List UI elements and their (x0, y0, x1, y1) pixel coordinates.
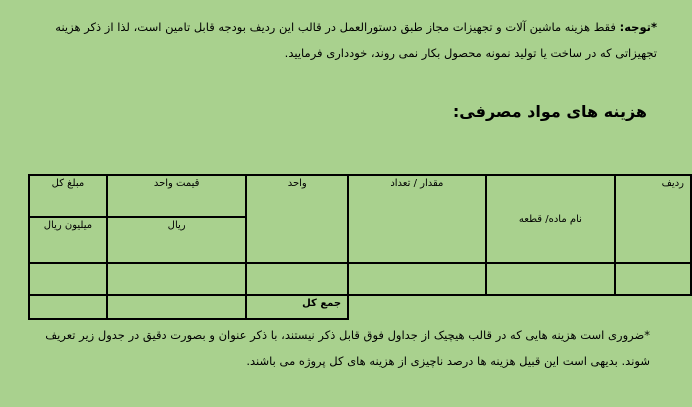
cell-quantity[interactable] (348, 263, 486, 295)
header-unit-price: قیمت واحد (107, 175, 247, 217)
note-label: *توجه: (619, 20, 657, 34)
cell-item-name[interactable] (486, 263, 616, 295)
cell-amount[interactable] (29, 263, 107, 295)
cell-unit-price[interactable] (107, 263, 247, 295)
total-amount-cell[interactable] (29, 295, 107, 319)
header-unit-price-currency: ریال (107, 217, 247, 263)
total-row (29, 295, 691, 319)
header-unit: واحد (246, 175, 348, 263)
header-item-name: نام ماده/ قطعه (486, 175, 616, 263)
section-heading: هزینه های مواد مصرفی: (452, 102, 647, 121)
note-text: فقط هزینه ماشین آلات و تجهیزات مجاز طبق دستورالعمل در قالب این ردیف بودجه قابل تامین است، لذا از ذکر هزینه تجهیزاتی که در ساخت یا تولید نمونه محصول بکار نمی روند، خودداری فرمایید. (55, 20, 657, 60)
note-paragraph (37, 14, 657, 66)
header-amount-unit: میلیون ریال (29, 217, 107, 263)
footer-paragraph: *ضروری است هزینه هایی که در قالب هیچیک از جداول فوق قابل ذکر نیستند، با ذکر عنوان و بصورت دقیق در جدول زیر تعریف شوند. بدیهی است این قبیل هزینه ها درصد ناچیزی از هزینه های کل پروژه می باشند. (45, 328, 650, 368)
header-row-number: ردیف (615, 175, 691, 263)
cell-row-number[interactable] (615, 263, 691, 295)
table-header-row (29, 175, 691, 217)
cell-unit[interactable] (246, 263, 348, 295)
total-unit-price-cell[interactable] (107, 295, 247, 319)
header-quantity: مقدار / تعداد (348, 175, 486, 263)
total-label: جمع کل (246, 295, 348, 319)
table-row (29, 263, 691, 295)
consumables-table (28, 174, 692, 320)
header-amount: مبلغ کل (29, 175, 107, 217)
